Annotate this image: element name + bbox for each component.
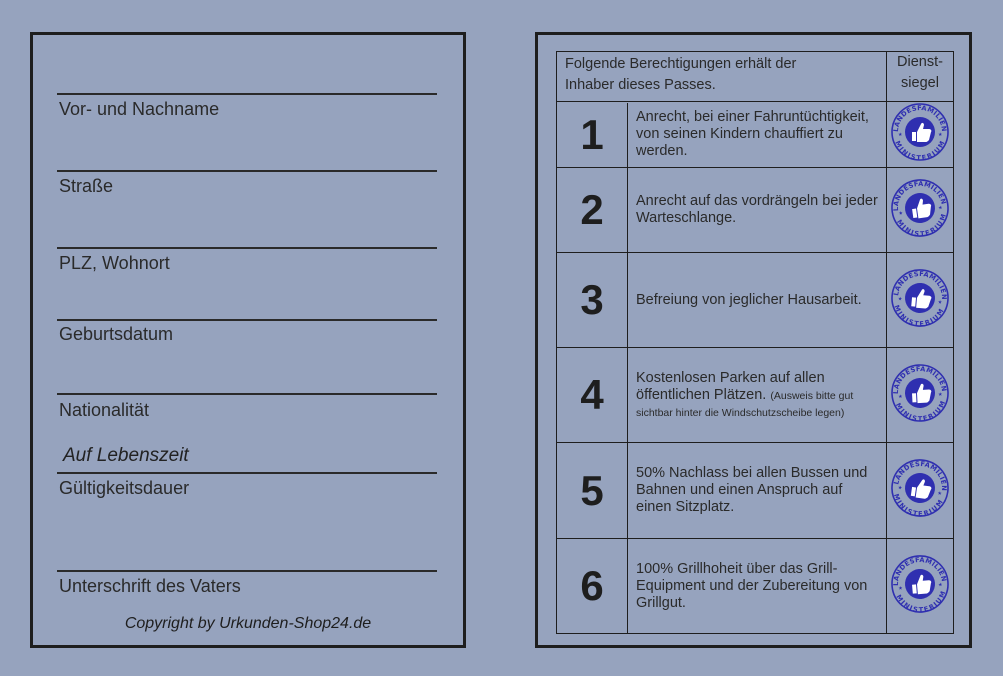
validity-label: Gültigkeitsdauer — [59, 478, 190, 498]
street-field — [57, 170, 437, 230]
permission-main-cell — [557, 102, 887, 168]
seal-top-text: LANDESFAMILIEN — [891, 179, 948, 211]
permissions-table — [556, 51, 954, 634]
svg-text:★: ★ — [936, 490, 943, 498]
permission-number: 1 — [557, 103, 628, 167]
permission-row — [557, 253, 954, 348]
seal-top-text: LANDESFAMILIEN — [891, 555, 948, 586]
permission-text: 100% Grillhoheit über das Grill-Equipment und der Zubereitung von Grillgut. — [636, 560, 868, 611]
svg-text:★: ★ — [898, 393, 903, 400]
header-seal-cell — [887, 52, 954, 102]
permission-text: 50% Nachlass bei allen Bussen und Bahnen und einen Anspruch auf einen Sitzplatz. — [636, 465, 868, 515]
seal-cell — [887, 539, 954, 634]
permission-text: Kostenlosen Parken auf allen öffentlichen Plätzen. — [636, 369, 825, 403]
svg-text:★: ★ — [897, 295, 903, 302]
signature-line — [57, 570, 437, 572]
seal-top-text: LANDESFAMILIEN — [892, 269, 949, 300]
street-line — [57, 170, 437, 172]
svg-text:★: ★ — [937, 204, 944, 211]
permission-row — [557, 348, 954, 443]
seal-cell — [887, 168, 954, 253]
permission-description — [628, 443, 886, 538]
svg-text:★: ★ — [898, 585, 904, 592]
permission-description — [628, 168, 886, 252]
header-text-line1: Folgende Berechtigungen erhält der — [565, 56, 797, 72]
thumbs-up-seal-icon — [886, 174, 954, 242]
header-text-cell — [557, 52, 887, 102]
signature-field — [57, 570, 437, 610]
thumbs-up-seal-icon — [888, 361, 951, 424]
permission-description — [628, 253, 886, 347]
birthdate-line — [57, 319, 437, 321]
permission-description — [628, 103, 886, 167]
permissions-card — [535, 32, 972, 648]
permission-description — [628, 348, 886, 442]
city-label: PLZ, Wohnort — [59, 253, 170, 273]
birthdate-field — [57, 319, 437, 379]
personal-data-card — [30, 32, 466, 648]
header-seal-line1: Dienst- — [897, 54, 943, 70]
permission-text: Befreiung von jeglicher Hausarbeit. — [636, 291, 862, 308]
nationality-field — [57, 393, 437, 453]
permission-text: Anrecht auf das vordrängeln bei jeder Warteschlange. — [636, 193, 878, 226]
seal-bottom-text: MINISTERIUM — [892, 303, 946, 328]
permission-row — [557, 102, 954, 168]
birthdate-label: Geburtsdatum — [59, 324, 174, 344]
permission-number: 5 — [557, 443, 628, 538]
seal-cell — [887, 102, 954, 168]
name-line — [57, 93, 437, 95]
seal-bottom-text: MINISTERIUM — [895, 212, 948, 238]
svg-text:★: ★ — [898, 132, 903, 138]
svg-text:★: ★ — [937, 299, 943, 306]
seal-bottom-text: MINISTERIUM — [892, 492, 945, 519]
thumbs-up-seal-icon — [886, 454, 954, 522]
city-line — [57, 247, 437, 249]
seal-bottom-text: MINISTERIUM — [893, 139, 947, 162]
name-label: Vor- und Nachname — [59, 99, 220, 119]
permission-row — [557, 539, 954, 634]
permission-main-cell — [557, 168, 887, 253]
permission-number: 6 — [557, 539, 628, 633]
permission-row — [557, 443, 954, 539]
permission-main-cell — [557, 443, 887, 539]
thumbs-up-seal-icon — [890, 102, 950, 162]
seal-cell — [887, 348, 954, 443]
permission-number: 3 — [557, 253, 628, 347]
validity-field — [57, 445, 437, 532]
validity-value: Auf Lebenszeit — [63, 445, 189, 466]
permission-number: 2 — [557, 168, 628, 252]
permission-row — [557, 168, 954, 253]
permission-note: (Ausweis bitte gut sichtbar hinter die Windschutzscheibe legen) — [636, 389, 854, 419]
svg-text:★: ★ — [937, 581, 943, 588]
seal-bottom-text: MINISTERIUM — [893, 399, 948, 423]
thumbs-up-seal-icon — [887, 265, 952, 330]
svg-text:★: ★ — [898, 209, 904, 217]
copyright-text: Copyright by Urkunden-Shop24.de — [124, 615, 372, 632]
seal-top-text: LANDESFAMILIEN — [891, 364, 949, 394]
svg-text:★: ★ — [897, 484, 903, 492]
permission-main-cell — [557, 253, 887, 348]
permission-number: 4 — [557, 348, 628, 442]
table-header-row — [557, 52, 954, 102]
seal-cell — [887, 253, 954, 348]
thumbs-up-seal-icon — [887, 551, 952, 616]
svg-text:★: ★ — [938, 132, 943, 138]
name-field — [57, 93, 437, 153]
header-text-line2: Inhaber dieses Passes. — [565, 77, 716, 93]
nationality-label: Nationalität — [59, 400, 150, 420]
permission-text: Anrecht, bei einer Fahruntüchtigkeit, von seinen Kindern chauffiert zu werden. — [636, 109, 869, 159]
seal-top-text: LANDESFAMILIEN — [891, 103, 949, 133]
header-seal-line2: siegel — [901, 75, 939, 91]
seal-cell — [887, 443, 954, 539]
validity-line — [57, 472, 437, 474]
permission-main-cell — [557, 348, 887, 443]
svg-text:★: ★ — [937, 391, 943, 398]
seal-top-text: LANDESFAMILIEN — [892, 459, 949, 492]
city-field — [57, 247, 437, 307]
permission-main-cell — [557, 539, 887, 634]
street-label: Straße — [59, 176, 114, 196]
permission-description — [628, 539, 886, 633]
seal-bottom-text: MINISTERIUM — [894, 589, 948, 614]
nationality-line — [57, 393, 437, 395]
signature-label: Unterschrift des Vaters — [59, 576, 241, 596]
